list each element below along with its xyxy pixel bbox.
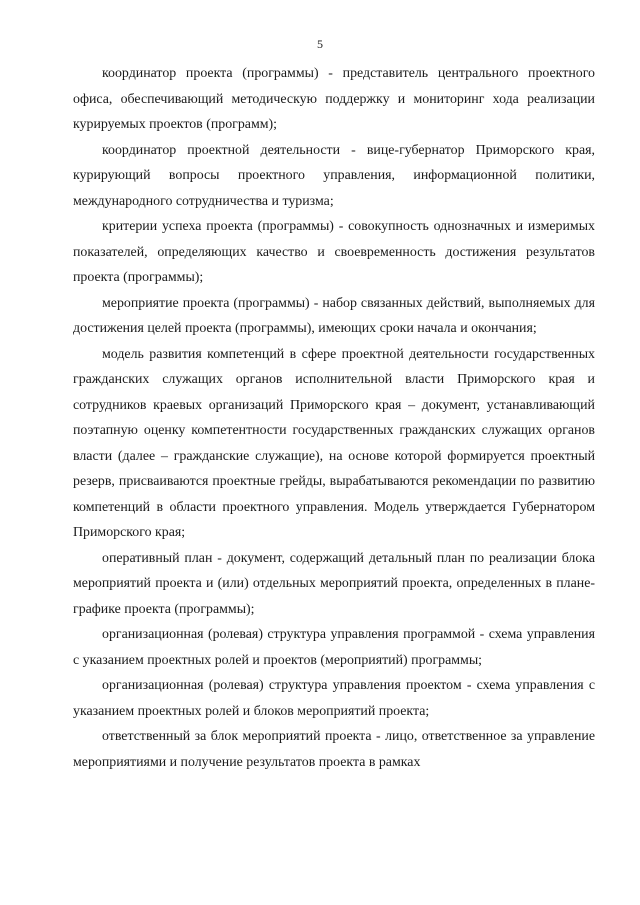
page-number: 5 <box>317 37 323 51</box>
document-body <box>73 61 595 775</box>
paragraph-activity-coordinator: координатор проектной деятельности - вице-губернатор Приморского края, курирующий вопросы проектного управления, информационной политики, международного сотрудничества и туризма; <box>73 142 595 209</box>
paragraph-project-coordinator: координатор проекта (программы) - представитель центрального проектного офиса, обеспечивающий методическую поддержку и мониторинг хода реализации курируемых проектов (программ); <box>73 66 595 132</box>
paragraph-competency-model: модель развития компетенций в сфере проектной деятельности государственных гражданских служащих органов исполнительной власти Приморского края и сотрудников краевых организаций Приморского края – документ, устанавливающий поэтапную оценку компетентности государственных гражданских служащих органов власти (далее – гражданские служащие), на основе которой формируется проектный резерв, присваиваются проектные грейды, вырабатываются рекомендации по развитию компетенций в области проектного управления. Модель утверждается Губернатором Приморского края; <box>73 346 595 540</box>
paragraph-program-structure: организационная (ролевая) структура управления программой - схема управления с указанием проектных ролей и проектов (мероприятий) программы; <box>73 627 595 668</box>
paragraph-success-criteria: критерии успеха проекта (программы) - совокупность однозначных и измеримых показателей, определяющих качество и своевременность достижения результатов проекта (программы); <box>73 219 595 285</box>
paragraph-block-responsible: ответственный за блок мероприятий проекта - лицо, ответственное за управление мероприятиями и получение результатов проекта в рамках <box>73 729 595 770</box>
paragraph-project-structure: организационная (ролевая) структура управления проектом - схема управления с указанием проектных ролей и блоков мероприятий проекта; <box>73 678 595 719</box>
paragraph-project-activity: мероприятие проекта (программы) - набор связанных действий, выполняемых для достижения целей проекта (программы), имеющих сроки начала и окончания; <box>73 295 595 336</box>
paragraph-operational-plan: оперативный план - документ, содержащий детальный план по реализации блока мероприятий проекта и (или) отдельных мероприятий проекта, определенных в плане-графике проекта (программы); <box>73 550 595 617</box>
